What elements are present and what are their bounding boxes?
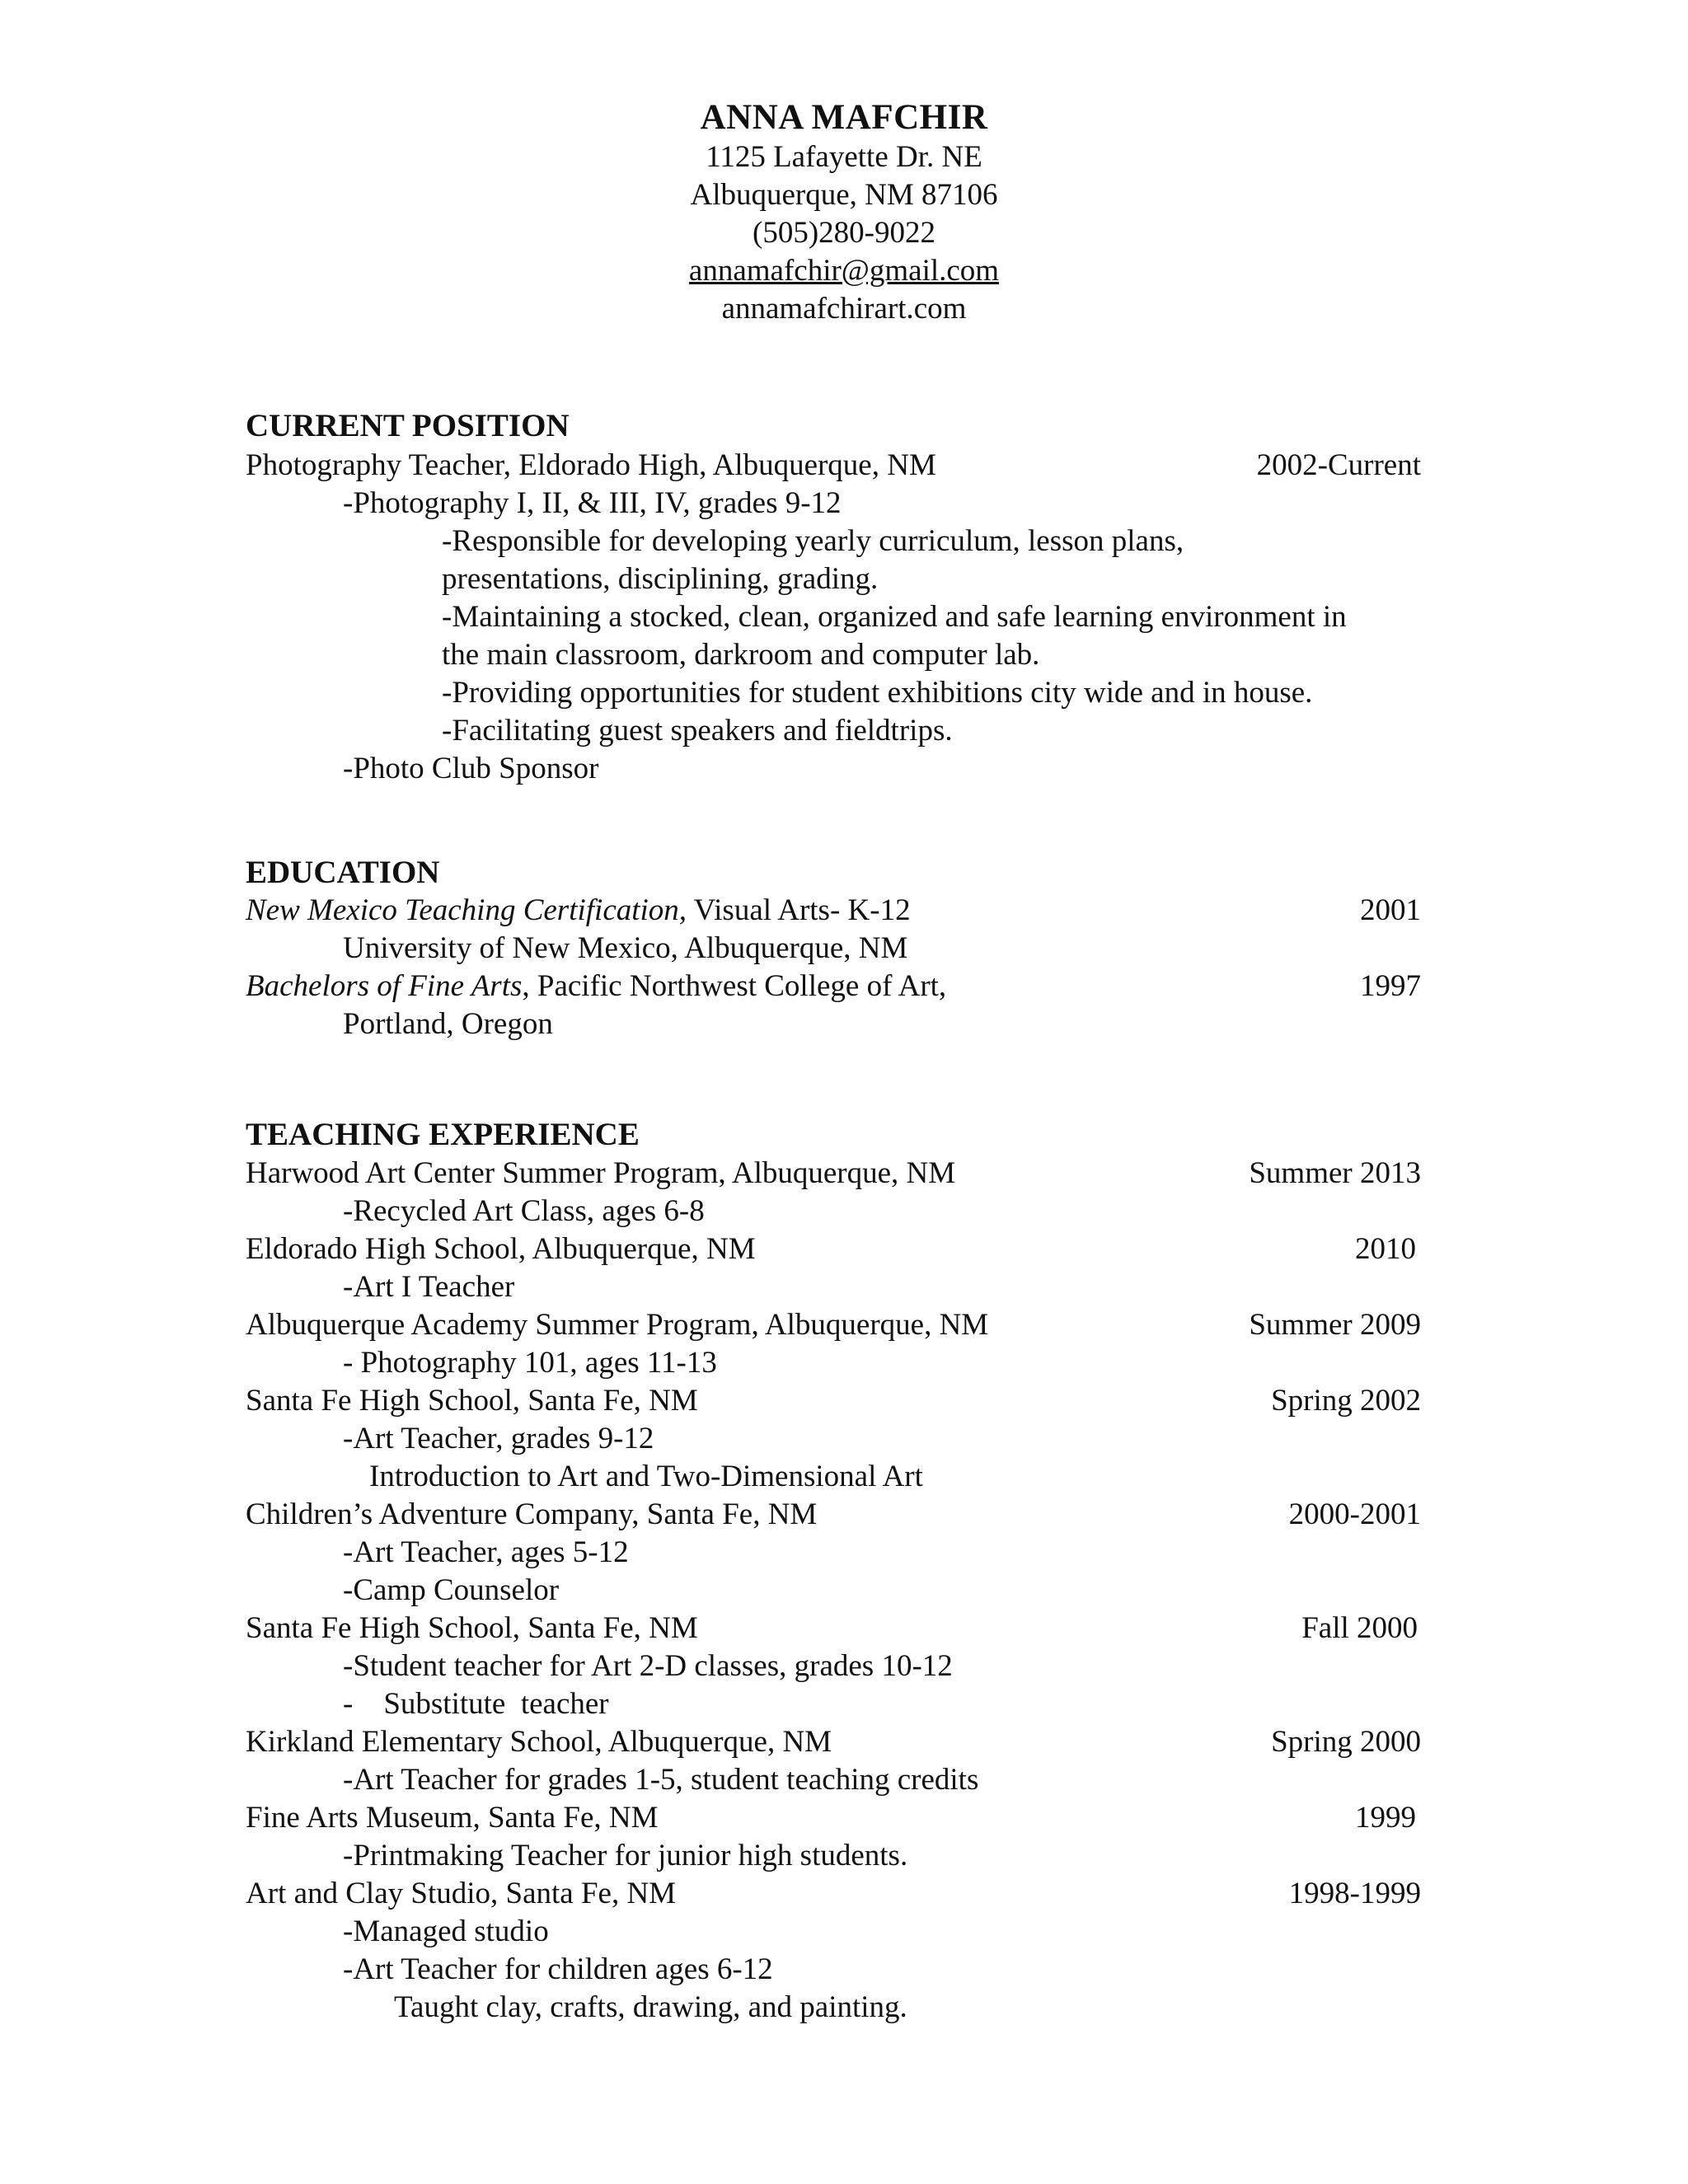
job-row <box>246 1496 1421 1534</box>
job-row <box>246 1723 1421 1761</box>
degree-date: 2001 <box>1360 893 1421 927</box>
job-date: 2010 <box>1355 1232 1416 1266</box>
job-date: 1998-1999 <box>1288 1877 1421 1910</box>
job-note <box>246 1534 1421 1572</box>
job-note <box>246 1837 1421 1875</box>
position-course <box>246 485 1421 523</box>
job-place: Fine Arts Museum, Santa Fe, NM <box>246 1801 659 1835</box>
job-date: Summer 2009 <box>1249 1308 1421 1342</box>
education-row <box>246 892 1421 930</box>
duty-text: -Providing opportunities for student exhibitions city wide and in house. <box>442 676 1313 710</box>
job-place: Albuquerque Academy Summer Program, Albuquerque, NM <box>246 1308 989 1342</box>
job-note-text: -Printmaking Teacher for junior high students. <box>343 1839 908 1872</box>
job-note <box>246 1193 1421 1230</box>
phone-number: (505)280-9022 <box>753 216 935 250</box>
job-note-text: -Art Teacher, grades 9-12 <box>343 1422 654 1455</box>
job-note-text: -Art Teacher for grades 1-5, student teaching credits <box>343 1763 979 1797</box>
job-date: Spring 2002 <box>1271 1384 1421 1418</box>
duty-text: -Responsible for developing yearly curriculum, lesson plans, <box>442 524 1184 558</box>
job-date: 1999 <box>1355 1801 1416 1835</box>
job-note <box>246 1647 1421 1685</box>
job-row <box>246 1155 1421 1193</box>
institution: Portland, Oregon <box>343 1007 553 1041</box>
job-row <box>246 1610 1421 1647</box>
club-text: -Photo Club Sponsor <box>343 752 599 785</box>
duty-text: -Maintaining a stocked, clean, organized and safe learning environment in <box>442 600 1347 634</box>
job-note-text: -Camp Counselor <box>343 1573 560 1607</box>
club-line <box>246 750 1421 788</box>
job-place: Harwood Art Center Summer Program, Albuquerque, NM <box>246 1156 956 1190</box>
section-heading-current-position: CURRENT POSITION <box>246 408 570 443</box>
institution: University of New Mexico, Albuquerque, NM <box>343 931 908 965</box>
job-note-text: - Substitute teacher <box>343 1687 609 1721</box>
address-line-1: 1125 Lafayette Dr. NE <box>706 140 982 174</box>
degree-field: Visual Arts- K-12 <box>687 893 911 927</box>
job-place: Kirkland Elementary School, Albuquerque, NM <box>246 1725 832 1759</box>
duty-line <box>246 523 1421 560</box>
degree-field: , Pacific Northwest College of Art, <box>522 969 947 1003</box>
degree-date: 1997 <box>1360 969 1421 1003</box>
education-detail <box>246 1005 1421 1043</box>
job-date: Spring 2000 <box>1271 1725 1421 1759</box>
degree-title: New Mexico Teaching Certification, <box>246 893 687 927</box>
job-note <box>246 1989 1421 2027</box>
address-line-2: Albuquerque, NM 87106 <box>690 178 998 212</box>
job-note-text: -Art Teacher, ages 5-12 <box>343 1535 629 1569</box>
job-place: Eldorado High School, Albuquerque, NM <box>246 1232 756 1266</box>
job-note-text: -Student teacher for Art 2-D classes, grades 10-12 <box>343 1649 953 1683</box>
job-note <box>246 1420 1421 1458</box>
job-note <box>246 1344 1421 1382</box>
job-note <box>246 1268 1421 1306</box>
position-title: Photography Teacher, Eldorado High, Albuquerque, NM <box>246 448 936 482</box>
website: annamafchirart.com <box>721 292 967 326</box>
job-place: Art and Clay Studio, Santa Fe, NM <box>246 1877 677 1910</box>
job-note <box>246 1951 1421 1989</box>
education-row <box>246 968 1421 1005</box>
resume-header <box>0 97 1688 328</box>
job-date: 2000-2001 <box>1288 1497 1421 1531</box>
job-note-text: - Photography 101, ages 11-13 <box>343 1346 717 1380</box>
duty-line <box>246 636 1421 674</box>
job-note-text: Introduction to Art and Two-Dimensional Art <box>369 1460 923 1493</box>
person-name: ANNA MAFCHIR <box>700 98 988 137</box>
duty-line <box>246 560 1421 598</box>
position-row <box>246 447 1421 485</box>
education-detail <box>246 930 1421 968</box>
job-note-text: -Art I Teacher <box>343 1270 515 1304</box>
job-row <box>246 1799 1421 1837</box>
job-place: Santa Fe High School, Santa Fe, NM <box>246 1611 698 1645</box>
job-row <box>246 1875 1421 1913</box>
job-date: Fall 2000 <box>1301 1611 1418 1645</box>
position-date: 2002-Current <box>1256 448 1421 482</box>
duty-line <box>246 598 1421 636</box>
job-row <box>246 1306 1421 1344</box>
degree-title: Bachelors of Fine Arts <box>246 969 523 1003</box>
job-note-text: -Recycled Art Class, ages 6-8 <box>343 1194 705 1228</box>
duty-text: -Facilitating guest speakers and fieldtrips. <box>442 714 953 748</box>
job-place: Santa Fe High School, Santa Fe, NM <box>246 1384 698 1418</box>
duty-text: the main classroom, darkroom and computer lab. <box>442 638 1040 672</box>
job-row <box>246 1230 1421 1268</box>
job-note <box>246 1572 1421 1610</box>
duty-line <box>246 712 1421 750</box>
job-note-text: -Art Teacher for children ages 6-12 <box>343 1952 773 1986</box>
job-note <box>246 1458 1421 1496</box>
job-note <box>246 1685 1421 1723</box>
job-note-text: Taught clay, crafts, drawing, and painting. <box>394 1990 907 2024</box>
duty-line <box>246 674 1421 712</box>
job-date: Summer 2013 <box>1249 1156 1421 1190</box>
job-note-text: -Managed studio <box>343 1915 549 1948</box>
course-text: -Photography I, II, & III, IV, grades 9-12 <box>343 486 842 520</box>
job-note <box>246 1761 1421 1799</box>
job-place: Children’s Adventure Company, Santa Fe, NM <box>246 1497 818 1531</box>
duty-text: presentations, disciplining, grading. <box>442 562 879 596</box>
section-heading-teaching: TEACHING EXPERIENCE <box>246 1117 640 1152</box>
email-link[interactable]: annamafchir@gmail.com <box>688 254 1000 288</box>
job-row <box>246 1382 1421 1420</box>
section-heading-education: EDUCATION <box>246 855 440 890</box>
job-note <box>246 1913 1421 1951</box>
